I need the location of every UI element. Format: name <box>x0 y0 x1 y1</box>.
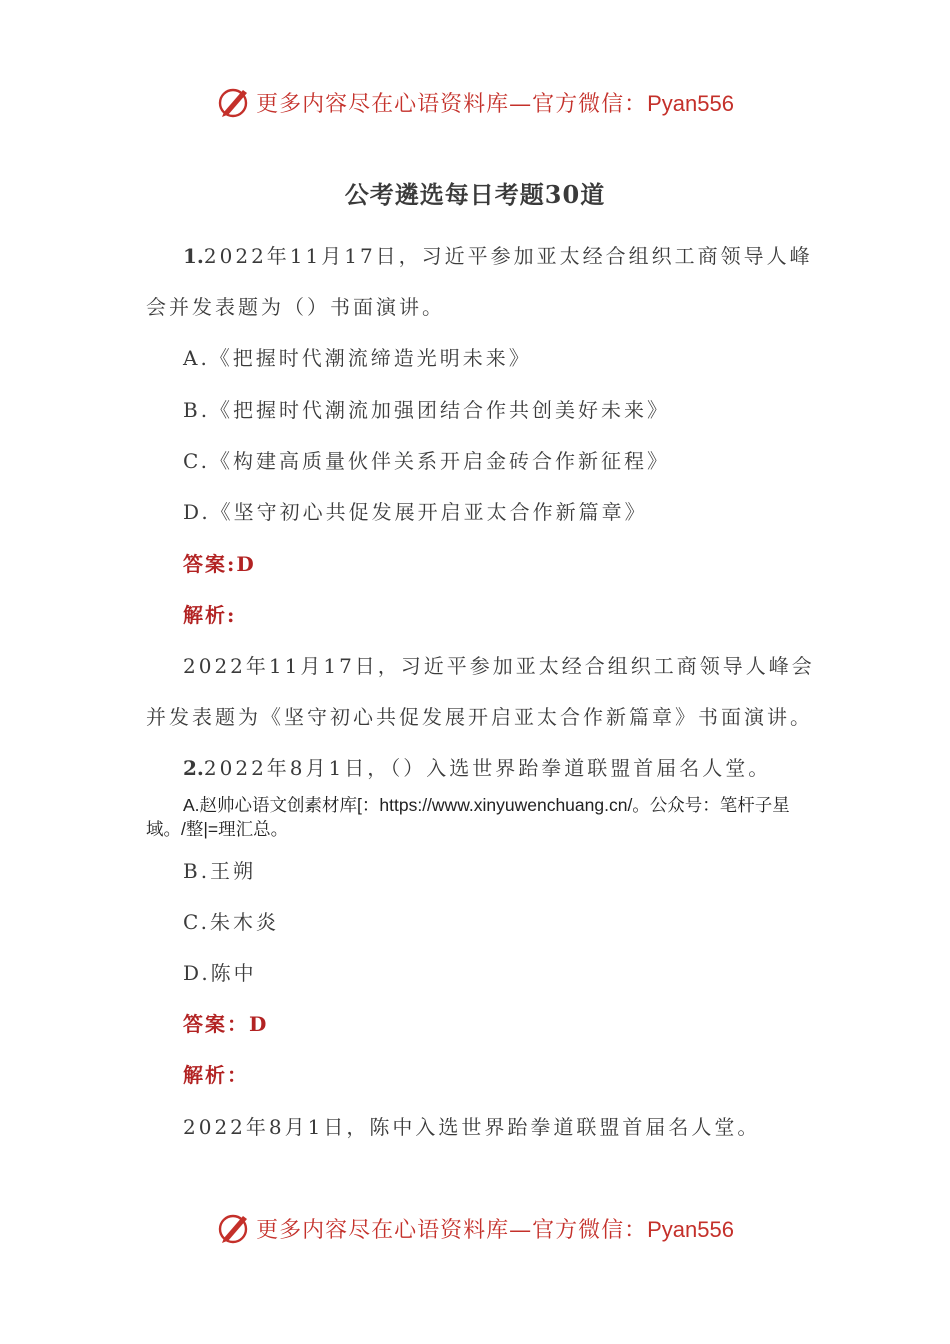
question-1-line-2: 会并发表题为（）书面演讲。 <box>146 295 445 319</box>
question-2-analysis-line-1: 2022年8月1日，陈中入选世界跆拳道联盟首届名人堂。 <box>183 1115 761 1139</box>
header-banner <box>0 80 950 124</box>
question-2-option-a: A.赵帅心语文创素材库[：https://www.xinyuwenchuang.cn/。公众号：笔杆子星域。/整|=理汇总。 <box>146 795 790 839</box>
question-1-analysis-line-1: 2022年11月17日，习近平参加亚太经合组织工商领导人峰会 <box>183 654 815 678</box>
question-1-analysis-line-2: 并发表题为《坚守初心共促发展开启亚太合作新篇章》书面演讲。 <box>146 705 813 729</box>
question-1-option-c: C.《构建高质量伙伴关系开启金砖合作新征程》 <box>183 449 670 473</box>
question-1-analysis-label: 解析: <box>183 603 237 627</box>
question-1-option-a: A.《把握时代潮流缔造光明未来》 <box>183 346 532 370</box>
question-2-option-d: D.陈中 <box>183 961 257 985</box>
question-1-line-1: 1.2022年11月17日，习近平参加亚太经合组织工商领导人峰 <box>183 244 813 268</box>
question-2-option-c: C.朱木炎 <box>183 910 279 934</box>
page-title: 公考遴选每日考题30道 <box>344 180 606 209</box>
banner-text: 更多内容尽在心语资料库—官方微信：Pyan556 <box>256 90 734 117</box>
question-2-answer: 答案：D <box>183 1012 269 1036</box>
question-1-option-d: D.《坚守初心共促发展开启亚太合作新篇章》 <box>183 500 648 524</box>
question-2-line-1: 2.2022年8月1日，（）入选世界跆拳道联盟首届名人堂。 <box>183 756 772 780</box>
banner-wechat-id: Pyan556 <box>647 90 734 116</box>
banner-text: 更多内容尽在心语资料库—官方微信：Pyan556 <box>256 1216 734 1243</box>
banner-wechat-id: Pyan556 <box>647 1216 734 1242</box>
question-2-option-b: B.王朔 <box>183 859 257 883</box>
pen-logo-icon <box>216 1210 252 1246</box>
question-1-answer: 答案:D <box>183 552 256 576</box>
question-2-number: 2. <box>183 756 204 780</box>
question-1-number: 1. <box>183 244 204 268</box>
question-2-analysis-label: 解析： <box>183 1063 249 1087</box>
footer-banner <box>0 1206 950 1250</box>
pen-logo-icon <box>216 84 252 120</box>
question-1-option-b: B.《把握时代潮流加强团结合作共创美好未来》 <box>183 398 671 422</box>
